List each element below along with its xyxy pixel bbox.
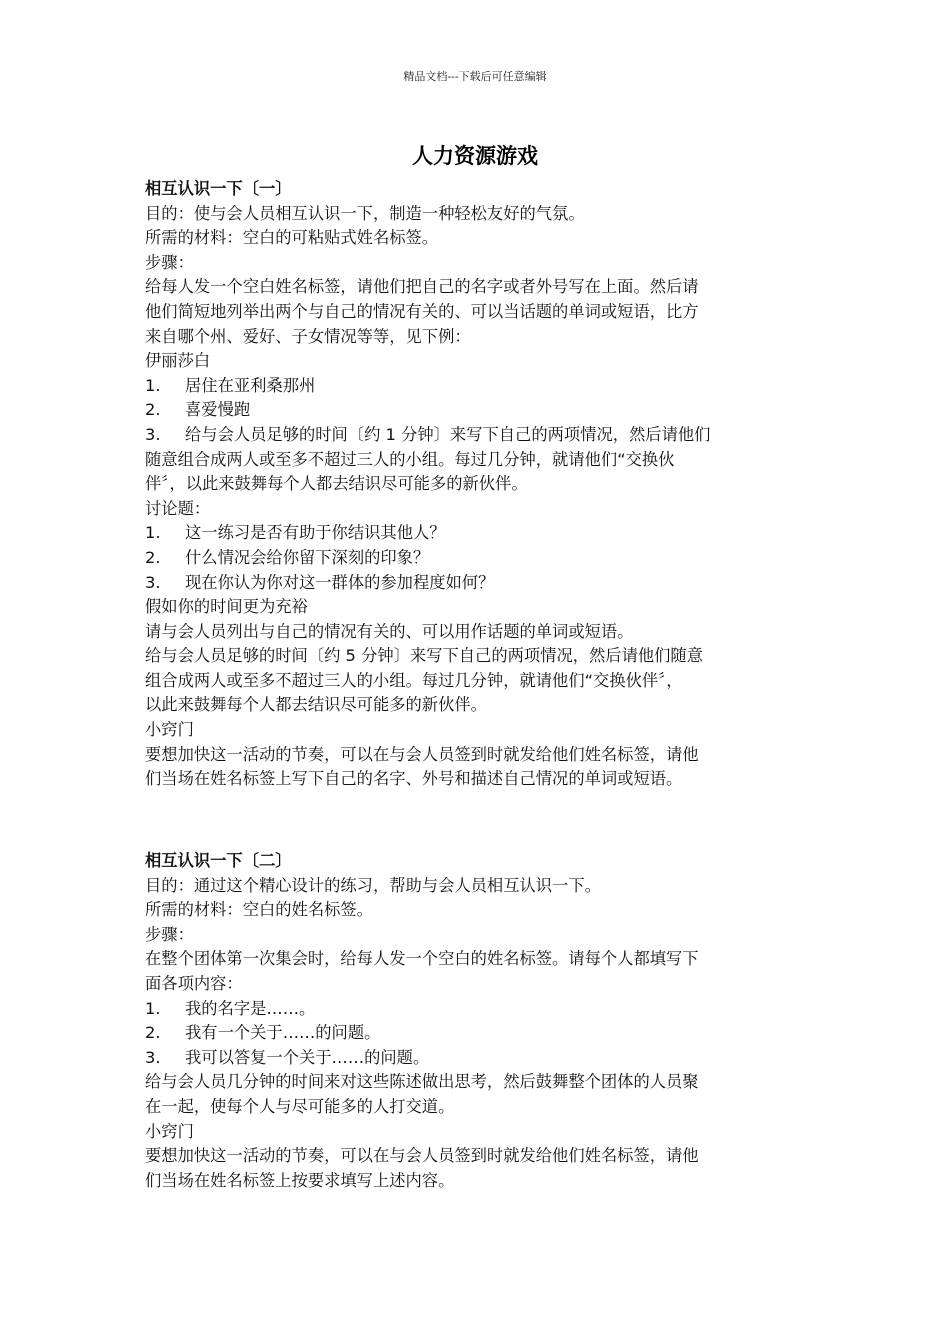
materials-text: 所需的材料：空白的姓名标签。 xyxy=(145,900,373,920)
list-number: 3. xyxy=(145,1047,161,1067)
paragraph-line: 在整个团体第一次集会时，给每人发一个空白的姓名标签。请每个人都填写下 xyxy=(145,949,699,969)
paragraph-line: 伴〞，以此来鼓舞每个人都去结识尽可能多的新伙伴。 xyxy=(145,474,528,494)
discussion-item-text: 什么情况会给你留下深刻的印象？ xyxy=(185,547,430,567)
paragraph-line: 他们简短地列举出两个与自己的情况有关的、可以当话题的单词或短语，比方 xyxy=(145,301,699,321)
list-number: 1. xyxy=(145,523,161,543)
list-item-text: 喜爱慢跑 xyxy=(185,400,251,420)
paragraph-line: 们当场在姓名标签上按要求填写上述内容。 xyxy=(145,1170,455,1190)
section-heading: 相互认识一下〔二〕 xyxy=(145,851,292,870)
goal-text: 目的：通过这个精心设计的练习，帮助与会人员相互认识一下。 xyxy=(145,875,601,895)
materials-text: 所需的材料：空白的可粘贴式姓名标签。 xyxy=(145,228,439,248)
paragraph-line: 随意组合成两人或至多不超过三人的小组。每过几分钟，就请他们“交换伙 xyxy=(145,449,675,469)
list-number: 2. xyxy=(145,400,161,420)
paragraph-line: 面各项内容： xyxy=(145,973,243,993)
paragraph-line: 组合成两人或至多不超过三人的小组。每过几分钟，就请他们“交换伙伴〞， xyxy=(145,670,683,690)
discussion-item xyxy=(145,521,810,546)
list-number: 2. xyxy=(145,547,161,567)
paragraph-line: 要想加快这一活动的节奏，可以在与会人员签到时就发给他们姓名标签，请他 xyxy=(145,744,699,764)
steps-label: 步骤： xyxy=(145,924,194,944)
section-get-acquainted-2 xyxy=(145,849,810,1193)
paragraph-line: 在一起，使每个人与尽可能多的人打交道。 xyxy=(145,1096,455,1116)
paragraph-line: 们当场在姓名标签上写下自己的名字、外号和描述自己情况的单词或短语。 xyxy=(145,769,683,789)
list-item-text: 居住在亚利桑那州 xyxy=(185,375,316,395)
discussion-item xyxy=(145,546,810,571)
section-get-acquainted-1 xyxy=(145,177,810,792)
list-item-text: 我可以答复一个关于……的问题。 xyxy=(185,1047,430,1067)
list-number: 1. xyxy=(145,998,161,1018)
list-number: 2. xyxy=(145,1023,161,1043)
list-number: 3. xyxy=(145,424,161,444)
paragraph-line: 给与会人员足够的时间〔约 5 分钟〕来写下自己的两项情况，然后请他们随意 xyxy=(145,646,703,666)
list-item xyxy=(145,1021,810,1046)
list-item xyxy=(145,374,810,399)
paragraph-line: 给与会人员几分钟的时间来对这些陈述做出思考，然后鼓舞整个团体的人员聚 xyxy=(145,1072,699,1092)
discussion-label: 讨论题： xyxy=(145,498,211,518)
example-name: 伊丽莎白 xyxy=(145,351,211,371)
paragraph-line: 以此来鼓舞每个人都去结识尽可能多的新伙伴。 xyxy=(145,695,487,715)
tip-label: 小窍门 xyxy=(145,1121,194,1141)
more-time-label: 假如你的时间更为充裕 xyxy=(145,597,308,617)
paragraph-line: 给每人发一个空白姓名标签，请他们把自己的名字或者外号写在上面。然后请 xyxy=(145,277,699,297)
discussion-item-text: 现在你认为你对这一群体的参加程度如何？ xyxy=(185,572,495,592)
paragraph-line: 来自哪个州、爱好、子女情况等等，见下例： xyxy=(145,326,471,346)
discussion-item xyxy=(145,571,810,596)
list-item xyxy=(145,997,810,1022)
list-item-text: 我的名字是……。 xyxy=(185,998,316,1018)
paragraph-line: 请与会人员列出与自己的情况有关的、可以用作话题的单词或短语。 xyxy=(145,621,634,641)
list-item-text: 我有一个关于……的问题。 xyxy=(185,1023,381,1043)
list-item-text: 给与会人员足够的时间〔约 1 分钟〕来写下自己的两项情况，然后请他们 xyxy=(185,424,711,444)
section-heading: 相互认识一下〔一〕 xyxy=(145,179,292,198)
tip-label: 小窍门 xyxy=(145,720,194,740)
document-title: 人力资源游戏 xyxy=(412,143,538,168)
paragraph-line: 要想加快这一活动的节奏，可以在与会人员签到时就发给他们姓名标签，请他 xyxy=(145,1146,699,1166)
list-item xyxy=(145,423,810,448)
goal-text: 目的：使与会人员相互认识一下，制造一种轻松友好的气氛。 xyxy=(145,203,585,223)
list-number: 3. xyxy=(145,572,161,592)
page-header-note: 精品文档---下载后可任意编辑 xyxy=(403,70,547,83)
list-item xyxy=(145,1046,810,1071)
discussion-item-text: 这一练习是否有助于你结识其他人？ xyxy=(185,523,446,543)
steps-label: 步骤： xyxy=(145,252,194,272)
list-number: 1. xyxy=(145,375,161,395)
list-item xyxy=(145,398,810,423)
